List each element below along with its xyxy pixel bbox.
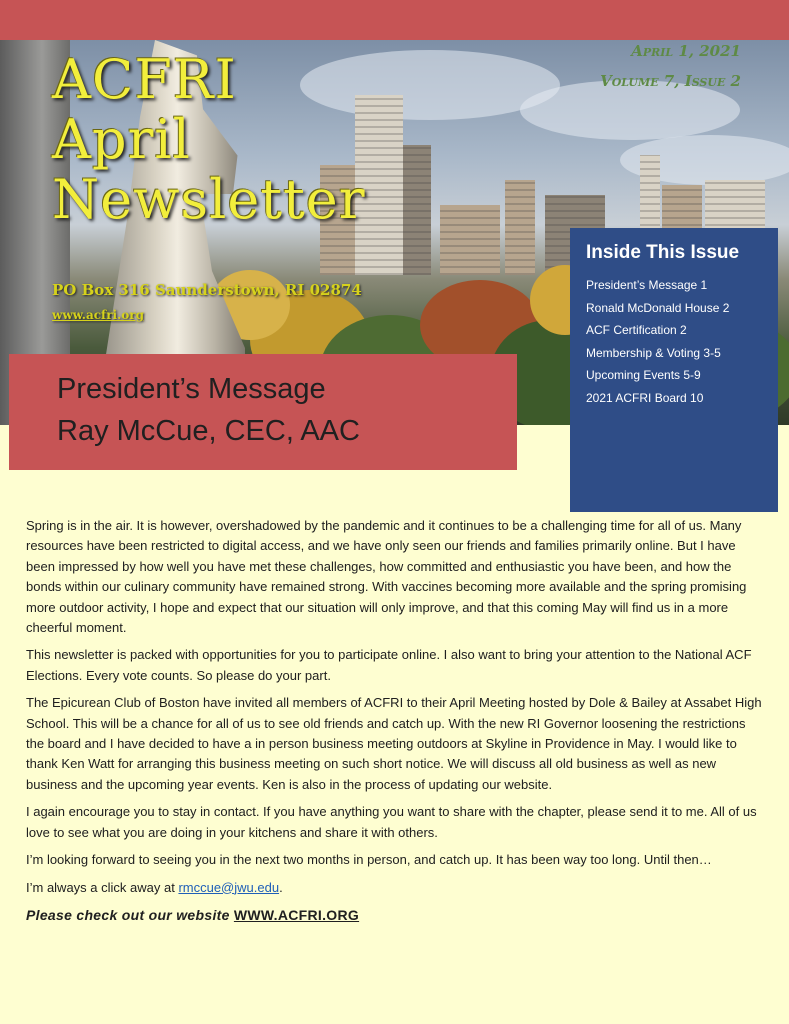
inside-heading: Inside This Issue bbox=[586, 242, 740, 263]
inside-item: President’s Message 1 bbox=[586, 278, 708, 292]
website-callout bbox=[26, 905, 766, 925]
inside-item: Upcoming Events 5-9 bbox=[586, 368, 701, 383]
inside-item: ACF Certification 2 bbox=[586, 323, 687, 338]
website-link[interactable]: WWW.ACFRI.ORG bbox=[233, 906, 360, 923]
issue-date: April 1, 2021 bbox=[631, 42, 741, 60]
contact-text: I’m always a click away at bbox=[26, 879, 179, 895]
mailing-address: PO Box 316 Saunderstown, RI 02874 bbox=[52, 281, 362, 299]
inside-item: 2021 ACFRI Board 10 bbox=[586, 390, 704, 405]
email-link[interactable]: rmccue@jwu.edu bbox=[178, 879, 280, 895]
paragraph-3: The Epicurean Club of Boston have invited all members of ACFRI to their April Meeting hosted by Dole & Bailey at Assabet High School. This will be a chance for all of us to see old friends and catch up. With the new RI Governor loosening the restrictions the board and I have decided to have a in person business meeting outdoors at Skyline in Providence in May. I would like to thank Ken Watt for arranging this business meeting on such short notice. We will discuss all old business as well as new business and the upcoming year events. Ken is also in the process of updating our website. bbox=[26, 695, 762, 792]
newsletter-title bbox=[52, 50, 366, 230]
article-body bbox=[26, 516, 766, 932]
message-byline: Ray McCue, CEC, AAC bbox=[57, 415, 360, 447]
title-line-2: April bbox=[52, 108, 191, 171]
paragraph-4: I again encourage you to stay in contact. If you have anything you want to share with the chapter, please send it to me. All of us love to see what you are doing in your kitchens and share it with others. bbox=[26, 804, 757, 840]
title-line-3: Newsletter bbox=[52, 168, 366, 231]
callout-text: Please check out our website bbox=[26, 906, 234, 923]
issue-volume: Volume 7, Issue 2 bbox=[600, 72, 741, 90]
title-line-1: ACFRI bbox=[52, 48, 237, 111]
paragraph-2: This newsletter is packed with opportunities for you to participate online. I also want to bring your attention to the National ACF Elections. Every vote counts. So please do your part. bbox=[26, 647, 752, 683]
message-heading: President’s Message bbox=[57, 373, 326, 405]
inside-item: Membership & Voting 3-5 bbox=[586, 345, 721, 360]
paragraph-6 bbox=[26, 878, 766, 898]
presidents-message-banner bbox=[9, 354, 517, 470]
paragraph-1: Spring is in the air. It is however, overshadowed by the pandemic and it continues to be a challenging time for all of us. Many resources have been restricted to digital access, and we have only seen our friends and families primarily online. But I have been impressed by how well you have met these challenges, how committed and enthusiastic you have been, and how the bonds within our culinary community have remained strong. With vaccines becoming more available and the spring promising more outdoor activity, I hope and expect that our situation will only improve, and that this coming May will find us in a more cheerful moment. bbox=[26, 518, 747, 636]
website-link-header[interactable]: www.acfri.org bbox=[52, 308, 144, 322]
contact-suffix: . bbox=[279, 879, 283, 895]
inside-list bbox=[586, 274, 778, 410]
paragraph-5: I’m looking forward to seeing you in the next two months in person, and catch up. It has been way too long. Until then… bbox=[26, 852, 712, 868]
inside-this-issue-box bbox=[570, 228, 778, 512]
inside-item: Ronald McDonald House 2 bbox=[586, 300, 730, 315]
top-color-band bbox=[0, 0, 789, 40]
